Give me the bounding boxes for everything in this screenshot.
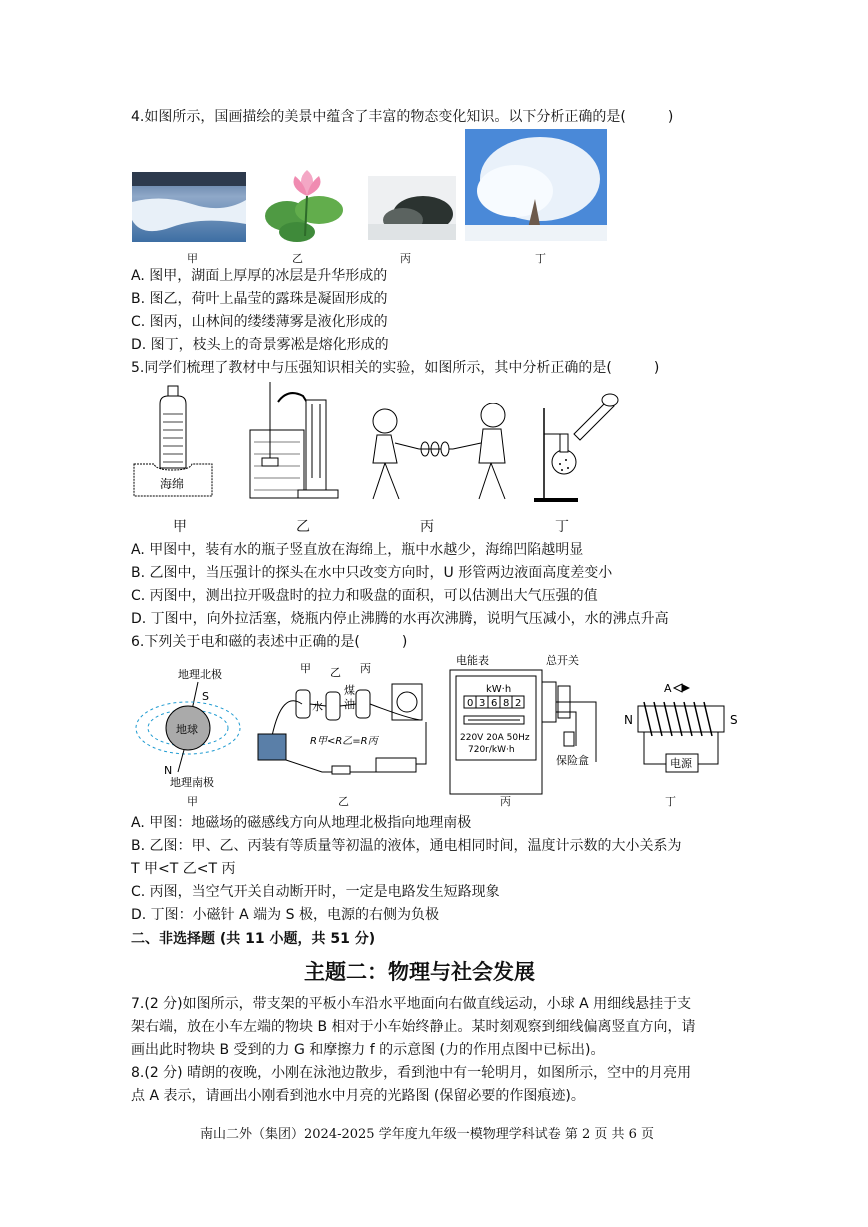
q6-figure-earth-magnetic-field xyxy=(132,664,244,790)
q5-sponge-label: 海绵 xyxy=(160,477,185,491)
q7-line-1: 7.(2 分)如图所示，带支架的平板小车沿水平地面向右做直线运动，小球 A 用细线悬挂于支 xyxy=(131,996,692,1012)
q4-image-rime xyxy=(465,129,607,241)
svg-text:乙: 乙 xyxy=(330,666,341,679)
svg-text:kW·h: kW·h xyxy=(486,684,512,695)
q4-option-d: D. 图丁，枝头上的奇景雾凇是熔化形成的 xyxy=(131,337,389,353)
svg-text:N: N xyxy=(164,764,173,777)
q4-caption-yi: 乙 xyxy=(292,252,303,265)
q7-line-3: 画出此时物块 B 受到的力 G 和摩擦力 f 的示意图 (力的作用点图中已标出)。 xyxy=(131,1042,605,1058)
svg-text:煤: 煤 xyxy=(344,684,355,697)
svg-text:总开关: 总开关 xyxy=(546,654,579,667)
q5-figure-suction-cups xyxy=(355,403,515,503)
svg-text:3: 3 xyxy=(479,698,486,709)
svg-text:丙: 丙 xyxy=(360,662,371,675)
q6-option-b: B. 乙图：甲、乙、丙装有等质量等初温的液体，通电相同时间，温度计示数的大小关系为 xyxy=(131,838,682,854)
svg-text:电源: 电源 xyxy=(670,757,692,770)
q6-meter-digits xyxy=(464,696,524,709)
q4-image-mist xyxy=(368,176,456,240)
q5-figure-flask-syringe xyxy=(530,390,622,504)
svg-text:2: 2 xyxy=(515,698,522,709)
svg-text:地理南极: 地理南极 xyxy=(170,776,214,789)
q5-caption-ding: 丁 xyxy=(555,519,569,535)
q5-figure-bottle-sponge xyxy=(132,384,214,498)
q6-caption-yi: 乙 xyxy=(338,795,349,808)
svg-text:6: 6 xyxy=(491,698,498,709)
svg-text:甲: 甲 xyxy=(300,662,311,675)
q4-option-c: C. 图丙，山林间的缕缕薄雾是液化形成的 xyxy=(131,314,388,330)
q6-option-c: C. 丙图，当空气开关自动断开时，一定是电路发生短路现象 xyxy=(131,884,500,900)
svg-text:720r/kW·h: 720r/kW·h xyxy=(468,745,515,755)
q5-caption-bing: 丙 xyxy=(420,519,434,535)
q6-figure-solenoid xyxy=(620,680,744,776)
svg-text:S: S xyxy=(202,690,209,703)
q6-caption-bing: 丙 xyxy=(500,795,511,808)
svg-text:0: 0 xyxy=(467,698,474,709)
svg-text:8: 8 xyxy=(503,698,510,709)
page-footer: 南山二外（集团）2024-2025 学年度九年级一模物理学科试卷 第 2 页 共 6 页 xyxy=(200,1127,655,1142)
q6-caption-ding: 丁 xyxy=(665,795,676,808)
q6-figure-energy-meter xyxy=(446,652,604,802)
q4-stem: 4.如图所示，国画描绘的美景中蕴含了丰富的物态变化知识。以下分析正确的是( ) xyxy=(131,109,674,125)
q4-option-b: B. 图乙，荷叶上晶莹的露珠是凝固形成的 xyxy=(131,291,388,307)
q8-line-1: 8.(2 分) 晴朗的夜晚，小刚在泳池边散步，看到池中有一轮明月，如图所示，空中的月亮用 xyxy=(131,1065,692,1081)
q5-option-c: C. 丙图中，测出拉开吸盘时的拉力和吸盘的面积，可以估测出大气压强的值 xyxy=(131,588,598,604)
q4-caption-bing: 丙 xyxy=(400,252,411,265)
q6-stem: 6.下列关于电和磁的表述中正确的是( ) xyxy=(131,634,408,650)
svg-text:S: S xyxy=(730,713,738,727)
svg-text:水: 水 xyxy=(312,700,323,713)
svg-text:N: N xyxy=(624,713,633,727)
svg-text:地理北极: 地理北极 xyxy=(178,668,222,681)
q5-option-a: A. 甲图中，装有水的瓶子竖直放在海绵上，瓶中水越少，海绵凹陷越明显 xyxy=(131,542,584,558)
svg-text:R甲<R乙=R丙: R甲<R乙=R丙 xyxy=(310,736,378,747)
svg-text:220V 20A 50Hz: 220V 20A 50Hz xyxy=(460,733,530,743)
q4-image-lotus xyxy=(255,166,347,244)
svg-text:A: A xyxy=(664,682,672,695)
section-heading: 二、非选择题 (共 11 小题，共 51 分) xyxy=(131,931,376,947)
q5-option-d: D. 丁图中，向外拉活塞，烧瓶内停止沸腾的水再次沸腾，说明气压减小，水的沸点升高 xyxy=(131,611,669,627)
q4-caption-jia: 甲 xyxy=(187,252,198,265)
svg-text:保险盒: 保险盒 xyxy=(556,754,589,767)
svg-text:地球: 地球 xyxy=(176,723,198,736)
q6-figure-heating-circuit xyxy=(252,660,432,780)
q6-caption-jia: 甲 xyxy=(187,795,198,808)
q6-option-a: A. 甲图：地磁场的磁感线方向从地理北极指向地理南极 xyxy=(131,815,472,831)
q7-line-2: 架右端，放在小车左端的物块 B 相对于小车始终静止。某时刻观察到细线偏离竖直方向，请 xyxy=(131,1019,696,1035)
q5-option-b: B. 乙图中，当压强计的探头在水中只改变方向时，U 形管两边液面高度差变小 xyxy=(131,565,613,581)
q4-image-ice-lake xyxy=(132,172,246,242)
svg-text:油: 油 xyxy=(344,698,355,711)
q6-option-d: D. 丁图：小磁针 A 端为 S 极，电源的右侧为负极 xyxy=(131,907,439,923)
q5-caption-jia: 甲 xyxy=(173,519,187,535)
q4-caption-ding: 丁 xyxy=(535,252,546,265)
q5-figure-pressure-gauge xyxy=(248,378,348,502)
q5-caption-yi: 乙 xyxy=(296,519,310,535)
theme-title: 主题二：物理与社会发展 xyxy=(304,959,535,984)
svg-text:电能表: 电能表 xyxy=(456,654,489,667)
q4-option-a: A. 图甲，湖面上厚厚的冰层是升华形成的 xyxy=(131,268,388,284)
q5-stem: 5.同学们梳理了教材中与压强知识相关的实验，如图所示，其中分析正确的是( ) xyxy=(131,360,660,376)
q6-option-b-cont: T 甲<T 乙<T 丙 xyxy=(131,861,236,877)
q8-line-2: 点 A 表示，请画出小刚看到池水中月亮的光路图 (保留必要的作图痕迹)。 xyxy=(131,1088,585,1104)
